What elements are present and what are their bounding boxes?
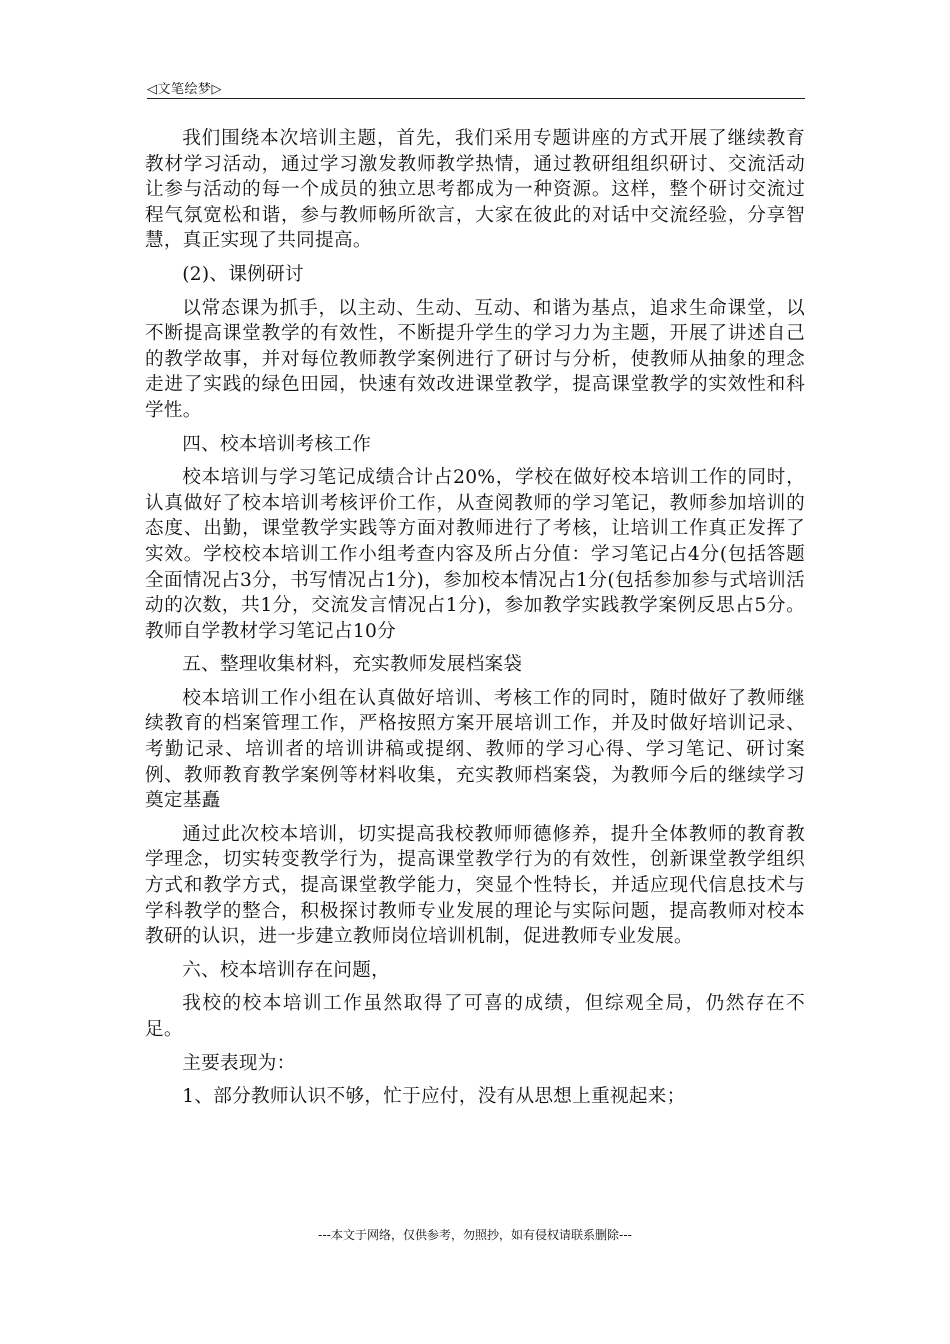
document-body <box>145 126 805 1118</box>
page-footer: ---本文于网络，仅供参考，勿照抄，如有侵权请联系删除--- <box>318 1228 632 1242</box>
paragraph-assessment: 校本培训与学习笔记成绩合计占20%，学校在做好校本培训工作的同时，认真做好了校本培训考核评价工作，从查阅教师的学习笔记，教师参加培训的态度、出勤，课堂教学实践等方面对教师进行了考核，让培训工作真正发挥了实效。学校校本培训工作小组考查内容及所占分值：学习笔记占4分(包括答题全面情况占3分，书写情况占1分)，参加校本情况占1分(包括参加参与式培训活动的次数，共1分，交流发言情况占1分)，参加教学实践教学案例反思占5分。教师自学教材学习笔记占10分 <box>145 467 805 642</box>
paragraph-seminar: 我们围绕本次培训主题，首先，我们采用专题讲座的方式开展了继续教育教材学习活动，通过学习激发教师教学热情，通过教研组组织研讨、交流活动让参与活动的每一个成员的独立思考都成为一种资源。这样，整个研讨交流过程气氛宽松和谐，参与教师畅所欲言，大家在彼此的对话中交流经验，分享智慧，真正实现了共同提高。 <box>145 128 805 252</box>
heading-problems: 六、校本培训存在问题， <box>182 959 391 981</box>
heading-archive: 五、整理收集材料，充实教师发展档案袋 <box>182 654 523 676</box>
list-item-issue-1: 1、部分教师认识不够，忙于应付，没有从思想上重视起来； <box>182 1086 686 1108</box>
paragraph-summary: 通过此次校本培训，切实提高我校教师师德修养，提升全体教师的教育教学理念，切实转变教学行为，提高课堂教学行为的有效性，创新课堂教学组织方式和教学方式，提高课堂教学能力，突显个性特长，并适应现代信息技术与学科教学的整合，积极探讨教师专业发展的理论与实际问题，提高教师对校本教研的认识，进一步建立教师岗位培训机制，促进教师专业发展。 <box>145 823 805 948</box>
paragraph-archive: 校本培训工作小组在认真做好培训、考核工作的同时，随时做好了教师继续教育的档案管理工作，严格按照方案开展培训工作，并及时做好培训记录、考勤记录、培训者的培训讲稿或提纲、教师的学习心得、学习笔记、研讨案例、教师教育教学案例等材料收集，充实教师档案袋，为教师今后的继续学习奠定基矗 <box>145 687 805 812</box>
header-title: ◁文笔绘梦▷ <box>147 82 222 97</box>
page-header <box>147 74 805 99</box>
paragraph-case-study: 以常态课为抓手，以主动、生动、互动、和谐为基点，追求生命课堂，以不断提高课堂教学的有效性，不断提升学生的学习力为主题，开展了讲述自己的教学故事，并对每位教师教学案例进行了研讨与分析，使教师从抽象的理念走进了实践的绿色田园，快速有效改进课堂教学，提高课堂教学的实效性和科学性。 <box>145 297 805 421</box>
paragraph-problems: 我校的校本培训工作虽然取得了可喜的成绩，但综观全局，仍然存在不足。 <box>145 993 805 1040</box>
heading-case-study: (2)、课例研讨 <box>182 263 304 285</box>
heading-assessment: 四、校本培训考核工作 <box>182 433 372 455</box>
heading-main-issues: 主要表现为： <box>182 1052 296 1074</box>
